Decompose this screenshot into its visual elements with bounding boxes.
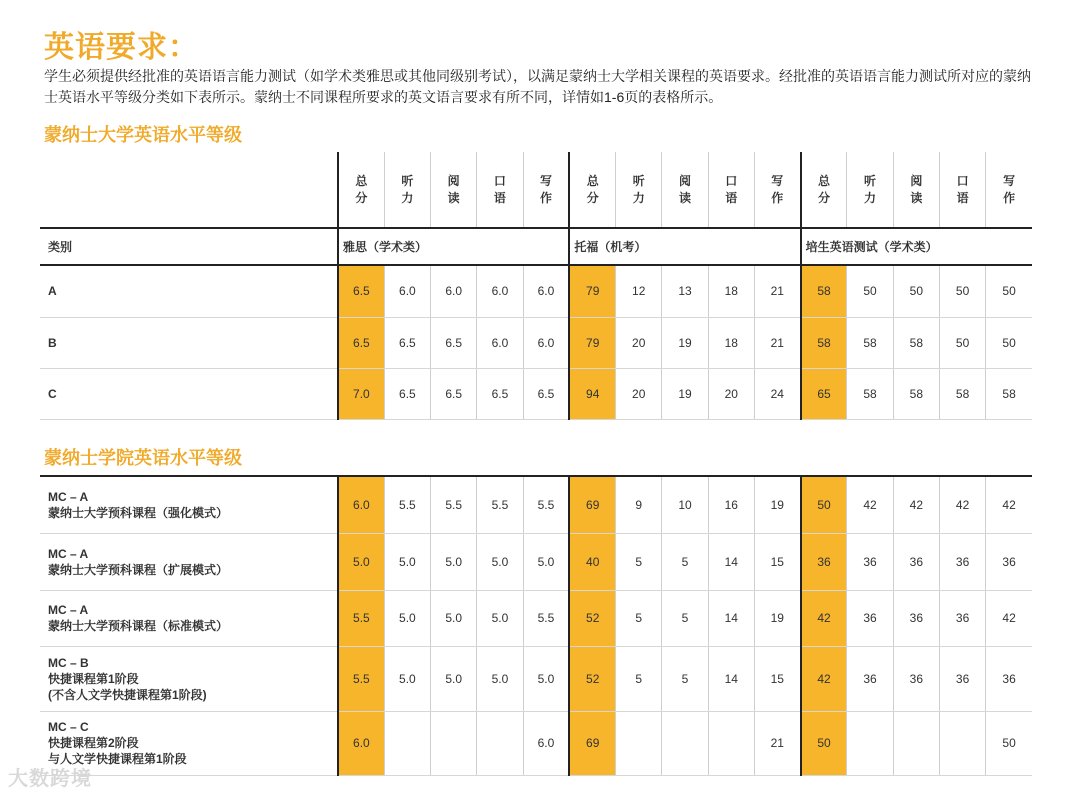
score-cell: 5.5 [338, 646, 384, 711]
column-header: 总 分 [569, 152, 615, 228]
column-header: 写 作 [754, 152, 800, 228]
column-header: 总 分 [338, 152, 384, 228]
score-cell: 12 [616, 265, 662, 317]
watermark-logo: 大数跨境 [8, 768, 92, 790]
score-cell: 20 [616, 317, 662, 368]
score-cell: 58 [801, 265, 847, 317]
score-cell: 36 [986, 646, 1032, 711]
score-cell: 6.5 [384, 317, 430, 368]
row-label: MC – A 蒙纳士大学预科课程（标准模式） [40, 590, 338, 646]
score-cell: 42 [986, 590, 1032, 646]
score-cell: 16 [708, 476, 754, 533]
table-row [40, 646, 1032, 711]
column-header: 写 作 [523, 152, 569, 228]
row-label: MC – A 蒙纳士大学预科课程（扩展模式） [40, 533, 338, 590]
score-cell: 79 [569, 317, 615, 368]
table-row [40, 368, 1032, 419]
score-cell: 52 [569, 590, 615, 646]
score-cell: 5.0 [431, 533, 477, 590]
score-cell: 6.5 [384, 368, 430, 419]
score-cell: 21 [754, 265, 800, 317]
score-cell: 5 [662, 533, 708, 590]
score-cell: 50 [801, 476, 847, 533]
university-english-table [40, 152, 1032, 420]
score-cell: 19 [754, 476, 800, 533]
score-cell: 36 [986, 533, 1032, 590]
score-cell: 94 [569, 368, 615, 419]
score-cell: 52 [569, 646, 615, 711]
score-cell: 6.0 [338, 711, 384, 775]
section-title-college: 蒙纳士学院英语水平等级 [44, 448, 242, 468]
column-header: 听 力 [384, 152, 430, 228]
score-cell: 36 [939, 646, 985, 711]
score-cell: 6.0 [523, 265, 569, 317]
score-cell: 58 [939, 368, 985, 419]
score-cell [384, 711, 430, 775]
test-group-pte: 培生英语测试（学术类） [801, 228, 1032, 265]
score-cell: 79 [569, 265, 615, 317]
score-cell: 6.0 [523, 317, 569, 368]
score-cell: 58 [893, 317, 939, 368]
score-cell: 36 [939, 590, 985, 646]
score-cell: 36 [939, 533, 985, 590]
row-label: A [40, 265, 338, 317]
score-cell: 5.0 [384, 590, 430, 646]
score-cell: 58 [847, 368, 893, 419]
header-blank [40, 152, 338, 228]
score-cell [939, 711, 985, 775]
score-cell: 69 [569, 711, 615, 775]
column-header: 口 语 [708, 152, 754, 228]
score-cell: 7.0 [338, 368, 384, 419]
column-header: 阅 读 [662, 152, 708, 228]
college-english-table [40, 475, 1032, 776]
score-cell: 69 [569, 476, 615, 533]
score-cell: 50 [986, 317, 1032, 368]
row-label: C [40, 368, 338, 419]
score-cell: 19 [662, 368, 708, 419]
score-cell: 18 [708, 317, 754, 368]
score-cell: 36 [847, 646, 893, 711]
score-cell: 42 [801, 590, 847, 646]
score-cell: 50 [939, 317, 985, 368]
score-cell: 5.0 [338, 533, 384, 590]
score-cell: 36 [847, 533, 893, 590]
column-header: 总 分 [801, 152, 847, 228]
score-cell: 65 [801, 368, 847, 419]
score-cell: 42 [986, 476, 1032, 533]
score-cell: 6.5 [477, 368, 523, 419]
score-cell: 36 [847, 590, 893, 646]
column-header: 口 语 [477, 152, 523, 228]
score-cell: 5 [662, 646, 708, 711]
score-cell: 50 [986, 265, 1032, 317]
test-group-ielts: 雅思（学术类） [338, 228, 569, 265]
score-cell [708, 711, 754, 775]
test-group-toefl: 托福（机考） [569, 228, 800, 265]
score-cell: 5.5 [477, 476, 523, 533]
score-cell: 19 [662, 317, 708, 368]
column-header: 口 语 [939, 152, 985, 228]
row-label: MC – C 快捷课程第2阶段 与人文学快捷课程第1阶段 [40, 711, 338, 775]
category-header: 类别 [40, 228, 338, 265]
score-cell: 20 [708, 368, 754, 419]
score-cell: 19 [754, 590, 800, 646]
table-row [40, 590, 1032, 646]
score-cell: 5.0 [523, 533, 569, 590]
score-cell: 14 [708, 590, 754, 646]
score-cell: 58 [801, 317, 847, 368]
score-cell: 5.5 [338, 590, 384, 646]
score-cell: 5.0 [384, 533, 430, 590]
score-cell: 6.0 [338, 476, 384, 533]
score-cell: 5.0 [431, 590, 477, 646]
score-cell: 14 [708, 533, 754, 590]
score-cell: 9 [616, 476, 662, 533]
score-cell: 20 [616, 368, 662, 419]
score-cell: 42 [801, 646, 847, 711]
score-cell [662, 711, 708, 775]
score-cell: 6.5 [338, 317, 384, 368]
score-cell: 42 [893, 476, 939, 533]
score-cell: 50 [847, 265, 893, 317]
score-cell: 6.0 [523, 711, 569, 775]
page-title: 英语要求： [44, 31, 199, 64]
score-cell: 5.5 [431, 476, 477, 533]
score-cell [477, 711, 523, 775]
score-cell [847, 711, 893, 775]
score-cell: 5.0 [431, 646, 477, 711]
score-cell: 5.0 [477, 590, 523, 646]
score-cell: 24 [754, 368, 800, 419]
score-cell: 6.0 [384, 265, 430, 317]
score-cell: 58 [847, 317, 893, 368]
score-cell: 5 [616, 646, 662, 711]
score-cell: 36 [893, 590, 939, 646]
score-cell: 5.0 [523, 646, 569, 711]
score-cell [431, 711, 477, 775]
score-cell: 6.0 [477, 317, 523, 368]
column-header: 阅 读 [431, 152, 477, 228]
score-cell: 18 [708, 265, 754, 317]
score-cell: 13 [662, 265, 708, 317]
score-cell: 6.5 [431, 317, 477, 368]
column-header: 阅 读 [893, 152, 939, 228]
score-cell: 42 [939, 476, 985, 533]
score-cell: 15 [754, 533, 800, 590]
score-cell: 5.0 [477, 533, 523, 590]
score-cell: 21 [754, 711, 800, 775]
score-cell: 6.5 [338, 265, 384, 317]
score-cell: 40 [569, 533, 615, 590]
score-cell [616, 711, 662, 775]
table-row [40, 317, 1032, 368]
row-label: MC – B 快捷课程第1阶段 (不含人文学快捷课程第1阶段) [40, 646, 338, 711]
score-cell: 36 [893, 533, 939, 590]
score-cell: 50 [986, 711, 1032, 775]
score-cell: 5 [616, 533, 662, 590]
score-cell: 14 [708, 646, 754, 711]
score-cell: 6.5 [431, 368, 477, 419]
score-cell: 5.5 [523, 476, 569, 533]
score-cell: 36 [801, 533, 847, 590]
score-cell: 5 [662, 590, 708, 646]
score-cell: 6.0 [477, 265, 523, 317]
score-cell: 5.5 [384, 476, 430, 533]
score-cell [893, 711, 939, 775]
score-cell: 58 [986, 368, 1032, 419]
table-row [40, 533, 1032, 590]
score-cell: 21 [754, 317, 800, 368]
score-cell: 5 [616, 590, 662, 646]
score-cell: 50 [801, 711, 847, 775]
score-cell: 5.0 [384, 646, 430, 711]
score-cell: 58 [893, 368, 939, 419]
column-header: 听 力 [616, 152, 662, 228]
table-row [40, 265, 1032, 317]
score-cell: 6.5 [523, 368, 569, 419]
score-cell: 15 [754, 646, 800, 711]
row-label: B [40, 317, 338, 368]
score-cell: 10 [662, 476, 708, 533]
score-cell: 5.0 [477, 646, 523, 711]
score-cell: 6.0 [431, 265, 477, 317]
score-cell: 5.5 [523, 590, 569, 646]
intro-paragraph: 学生必须提供经批准的英语语言能力测试（如学术类雅思或其他同级别考试），以满足蒙纳士大学相关课程的英语要求。经批准的英语语言能力测试所对应的蒙纳士英语水平等级分类如下表所示。蒙纳士不同课程所要求的英文语言要求有所不同，详情如1-6页的表格所示。 [44, 68, 1031, 105]
table-row [40, 476, 1032, 533]
section-title-university: 蒙纳士大学英语水平等级 [44, 125, 242, 145]
column-header: 听 力 [847, 152, 893, 228]
score-cell: 42 [847, 476, 893, 533]
table-row [40, 711, 1032, 775]
row-label: MC – A 蒙纳士大学预科课程（强化模式） [40, 476, 338, 533]
column-header: 写 作 [986, 152, 1032, 228]
score-cell: 50 [893, 265, 939, 317]
score-cell: 50 [939, 265, 985, 317]
score-cell: 36 [893, 646, 939, 711]
